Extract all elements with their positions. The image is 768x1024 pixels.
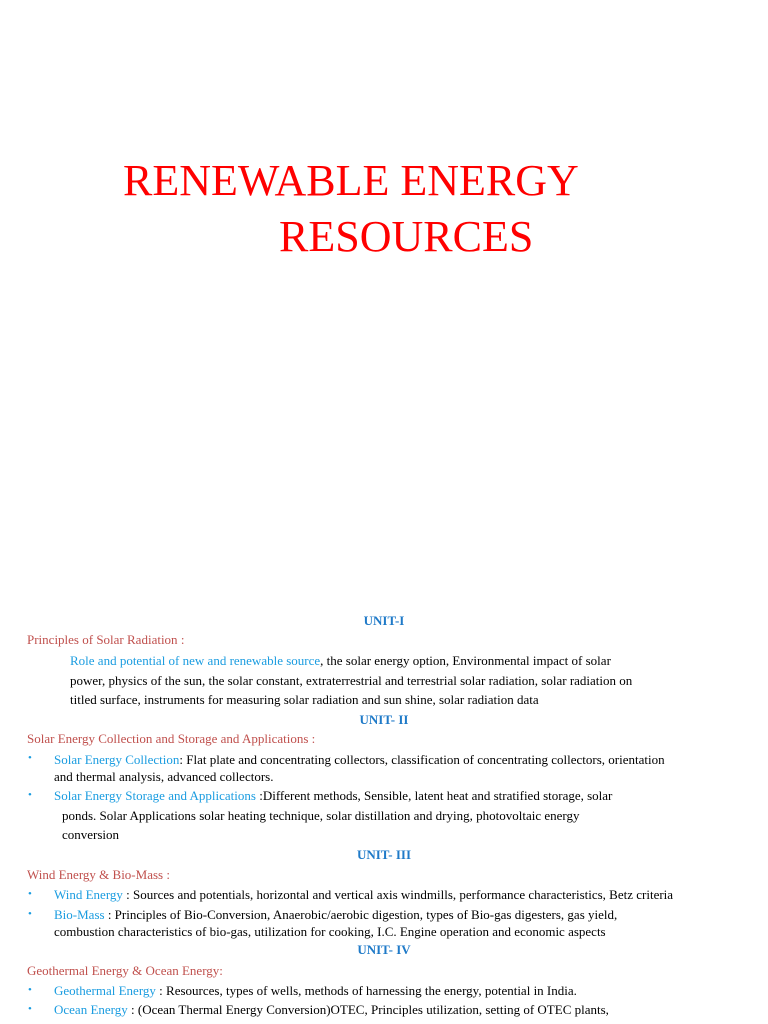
section-title-and: and <box>152 731 178 746</box>
unit-heading: UNIT- III <box>356 847 412 862</box>
item-lead: Role and potential of new and renewable source <box>70 653 321 668</box>
item-line <box>54 887 673 903</box>
section-title-suffix: : <box>177 632 185 647</box>
item-lead: Solar Energy Storage and Applications <box>54 788 256 803</box>
item-line <box>54 788 612 804</box>
item-line: titled surface, instruments for measuring solar radiation and sun shine, solar radiation data <box>70 692 539 707</box>
section-title-text: Principles of Solar Radiation <box>27 632 178 647</box>
bullet-icon: • <box>28 752 32 764</box>
item-text: : (Ocean Thermal Energy Conversion)OTEC, Principles utilization, setting of OTEC plants, <box>127 1002 609 1017</box>
item-line <box>54 1002 609 1018</box>
bullet-icon: • <box>28 789 32 801</box>
item-line: and thermal analysis, advanced collectors. <box>54 769 274 784</box>
section-title-a: Solar Energy Collection <box>27 731 153 746</box>
item-line: ponds. Solar Applications solar heating technique, solar distillation and drying, photovoltaic energy <box>62 808 580 823</box>
item-line <box>54 983 577 999</box>
bullet-icon: • <box>28 888 32 900</box>
unit-heading: UNIT-I <box>363 613 405 628</box>
item-lead: Solar Energy Collection <box>54 752 180 767</box>
item-text: : Flat plate and concentrating collectors, classification of concentrating collectors, orientation <box>179 752 665 767</box>
title-line-1: RENEWABLE ENERGY <box>123 156 579 205</box>
section-title <box>27 632 184 648</box>
item-lead: Wind Energy <box>54 887 123 902</box>
bullet-icon: • <box>28 1003 32 1015</box>
unit-heading: UNIT- IV <box>357 942 411 957</box>
item-line: conversion <box>62 827 120 842</box>
section-title <box>27 731 315 747</box>
item-line: power, physics of the sun, the solar constant, extraterrestrial and terrestrial solar radiation, solar radiation on <box>70 673 633 688</box>
item-lead: Ocean Energy <box>54 1002 128 1017</box>
item-text: , the solar energy option, Environmental impact of solar <box>320 653 611 668</box>
item-text: :Different methods, Sensible, latent heat and stratified storage, solar <box>255 788 613 803</box>
item-lead: Bio-Mass <box>54 907 105 922</box>
item-lead: Geothermal Energy <box>54 983 156 998</box>
unit-heading: UNIT- II <box>359 712 409 727</box>
item-text: : Principles of Bio-Conversion, Anaerobic/aerobic digestion, types of Bio-gas digesters, gas yield, <box>104 907 618 922</box>
section-title-b: Storage and Applications <box>177 731 309 746</box>
item-line <box>70 653 611 669</box>
item-text: : Sources and potentials, horizontal and vertical axis windmills, performance characteristics, Betz criteria <box>122 887 674 902</box>
bullet-icon: • <box>28 984 32 996</box>
bullet-icon: • <box>28 908 32 920</box>
item-line <box>54 907 617 923</box>
item-line <box>54 752 665 768</box>
section-title: Wind Energy & Bio-Mass : <box>27 867 170 882</box>
item-text: : Resources, types of wells, methods of harnessing the energy, potential in India. <box>155 983 577 998</box>
item-line: combustion characteristics of bio-gas, utilization for cooking, I.C. Engine operation and economic aspects <box>54 924 606 939</box>
section-title: Geothermal Energy & Ocean Energy: <box>27 963 223 978</box>
title-line-2: RESOURCES <box>279 212 534 261</box>
section-title-suffix: : <box>308 731 316 746</box>
